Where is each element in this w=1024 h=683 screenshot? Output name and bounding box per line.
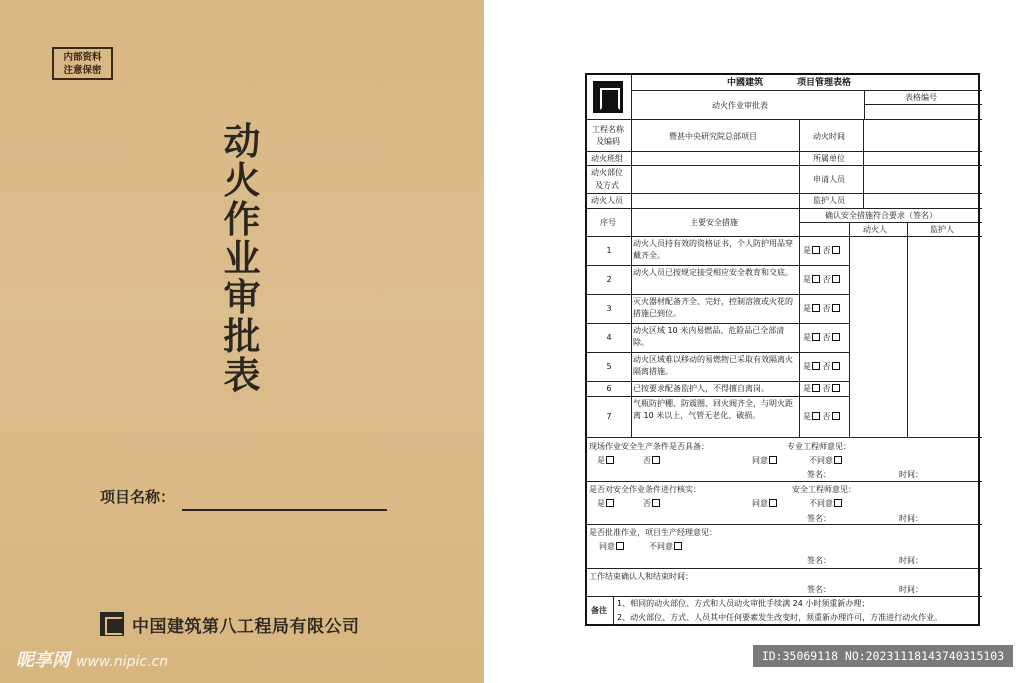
checkbox[interactable]	[832, 412, 840, 420]
applicant-label: 申请人员	[813, 175, 845, 184]
section2-sign: 签名：	[807, 514, 831, 523]
checkbox[interactable]	[832, 246, 840, 254]
checkbox[interactable]	[812, 384, 820, 392]
header-title: 项目管理表格	[797, 78, 852, 88]
measure-row-no: 1	[606, 245, 612, 255]
company-brand	[100, 611, 360, 637]
watermark-url: www.nipic.cn	[76, 654, 169, 670]
row-divider	[587, 381, 849, 382]
measure-row-no: 7	[606, 411, 612, 421]
project-name-value: 暨甚中央研究院总部项目	[669, 132, 757, 141]
section3-sign: 签名：	[807, 556, 831, 565]
note-2: 2、动火部位、方式、人员其中任何要素发生改变时，须重新办理许可，方准进行动火作业。	[617, 613, 943, 622]
section2-agree[interactable]: 同意	[752, 499, 777, 509]
project-name-underline	[182, 509, 387, 511]
measure-row-text: 动火人员持有效的资格证书，个人防护用品穿戴齐全。	[633, 239, 793, 260]
measure-row-no: 6	[606, 383, 612, 393]
section1-disagree[interactable]: 不同意	[809, 456, 842, 466]
monitor-label: 监护人员	[813, 196, 845, 205]
checkbox[interactable]	[832, 333, 840, 341]
section2-no[interactable]: 否	[643, 499, 660, 509]
cover-title-char: 表	[223, 354, 261, 397]
confidential-stamp	[52, 47, 113, 80]
cover-title	[218, 122, 266, 395]
section1-no[interactable]: 否	[643, 456, 660, 466]
col-no-header: 序号	[600, 218, 616, 227]
measure-row-no: 5	[606, 361, 612, 371]
section1-question: 现场作业安全生产条件是否具备：	[589, 442, 709, 451]
cover-title-char: 批	[223, 315, 261, 358]
checkbox[interactable]	[812, 412, 820, 420]
site-watermark	[16, 646, 168, 672]
col-confirm-header: 确认安全措施符合要求（签名）	[825, 211, 937, 220]
project-name-label-1: 工程名称	[592, 125, 624, 134]
note-label: 备注	[591, 606, 607, 615]
fire-person-label: 动火人员	[591, 196, 623, 205]
cover-title-char: 审	[223, 276, 261, 319]
row-divider	[587, 265, 849, 266]
end-time: 时间：	[899, 585, 923, 594]
measure-row-yes-no[interactable]: 是 否	[803, 384, 840, 394]
stamp-line-2: 注意保密	[63, 65, 102, 76]
measure-row-yes-no[interactable]: 是 否	[803, 412, 840, 422]
checkbox[interactable]	[769, 499, 777, 507]
measure-row-yes-no[interactable]: 是 否	[803, 275, 840, 285]
image-id-watermark: ID:35069118 NO:20231118143740315103	[753, 645, 1013, 667]
measure-row-text: 动火区域 10 米内易燃品、危险品已全部清除。	[633, 326, 785, 347]
fire-time-label: 动火时间	[813, 132, 845, 141]
col-measures-header: 主要安全措施	[690, 218, 738, 227]
section3-time: 时间：	[899, 556, 923, 565]
company-name: 中国建筑第八工程局有限公司	[132, 616, 360, 637]
measure-row-text: 动火区域难以移动的易燃物已采取有效隔离火隔离措施。	[633, 355, 793, 376]
row-divider	[587, 352, 849, 353]
position-label-2: 及方式	[595, 181, 619, 190]
section2-yes[interactable]: 是	[597, 499, 614, 509]
section2-disagree[interactable]: 不同意	[809, 499, 842, 509]
checkbox[interactable]	[812, 246, 820, 254]
section3-disagree[interactable]: 不同意	[649, 542, 682, 552]
checkbox[interactable]	[812, 333, 820, 341]
project-name-label: 项目名称：	[100, 488, 176, 506]
measure-row-yes-no[interactable]: 是 否	[803, 304, 840, 314]
section1-sign: 签名：	[807, 470, 831, 479]
note-1: 1、相同的动火部位、方式和人员动火审批手续满 24 小时须重新办理；	[617, 599, 870, 608]
row-divider	[587, 323, 849, 324]
measure-row-no: 4	[606, 332, 612, 342]
checkbox[interactable]	[652, 456, 660, 464]
cover-title-char: 动	[223, 120, 261, 163]
end-confirm-label: 工作结束确认人和结束时间：	[589, 572, 693, 581]
checkbox[interactable]	[652, 499, 660, 507]
checkbox[interactable]	[834, 499, 842, 507]
checkbox[interactable]	[674, 542, 682, 550]
checkbox[interactable]	[812, 304, 820, 312]
checkbox[interactable]	[832, 275, 840, 283]
project-name-label-2: 及编码	[596, 137, 620, 146]
measure-row-text: 已按要求配备监护人，不得擅自离岗。	[633, 384, 769, 393]
measure-row-yes-no[interactable]: 是 否	[803, 362, 840, 372]
row-divider	[587, 294, 849, 295]
checkbox[interactable]	[812, 362, 820, 370]
section2-question: 是否对安全作业条件进行核实：	[589, 485, 701, 494]
cover-title-char: 业	[223, 237, 261, 280]
end-sign: 签名：	[807, 585, 831, 594]
section3-agree[interactable]: 同意	[599, 542, 624, 552]
position-label-1: 动火部位	[591, 168, 623, 177]
checkbox[interactable]	[832, 384, 840, 392]
checkbox[interactable]	[606, 456, 614, 464]
section1-agree[interactable]: 同意	[752, 456, 777, 466]
checkbox[interactable]	[769, 456, 777, 464]
fire-work-approval-form	[585, 73, 980, 626]
company-logo-icon	[100, 612, 124, 636]
section2-time: 时间：	[899, 514, 923, 523]
watermark-brand: 昵享网	[16, 650, 70, 671]
section1-opinion: 专业工程师意见：	[787, 442, 851, 451]
measure-row-text: 气瓶防护棚、防震圈、回火阀齐全，与明火距离 10 米以上，气管无老化、破损。	[633, 399, 793, 420]
measure-row-yes-no[interactable]: 是 否	[803, 246, 840, 256]
checkbox[interactable]	[606, 499, 614, 507]
checkbox[interactable]	[812, 275, 820, 283]
checkbox[interactable]	[616, 542, 624, 550]
measure-row-text: 动火人员已按规定接受相应安全教育和交底。	[633, 268, 793, 277]
checkbox[interactable]	[834, 456, 842, 464]
cover-title-char: 火	[223, 159, 261, 202]
row-divider	[587, 396, 849, 397]
col-fire-person-header: 动火人	[863, 225, 887, 234]
measure-row-no: 3	[606, 303, 612, 313]
cscec-logo-icon	[593, 81, 623, 113]
col-monitor-header: 监护人	[930, 225, 954, 234]
checkbox[interactable]	[832, 304, 840, 312]
measure-row-yes-no[interactable]: 是 否	[803, 333, 840, 343]
measure-row-text: 灭火器材配备齐全、完好，控制溶液或火花的措施已到位。	[633, 297, 793, 318]
header-company: 中國建筑	[727, 78, 764, 88]
form-subtitle: 动火作业审批表	[712, 101, 768, 110]
section2-opinion: 安全工程师意见：	[792, 485, 856, 494]
team-label: 动火班组	[591, 154, 623, 163]
measure-row-no: 2	[606, 274, 612, 284]
cover-title-char: 作	[223, 198, 261, 241]
stamp-line-1: 内部资料	[63, 52, 102, 63]
unit-label: 所属单位	[813, 154, 845, 163]
section3-question: 是否批准作业，项目生产经理意见：	[589, 528, 717, 537]
cover-page	[0, 0, 484, 683]
checkbox[interactable]	[832, 362, 840, 370]
section1-yes[interactable]: 是	[597, 456, 614, 466]
section1-time: 时间：	[899, 470, 923, 479]
form-number-label: 表格编号	[905, 93, 937, 102]
